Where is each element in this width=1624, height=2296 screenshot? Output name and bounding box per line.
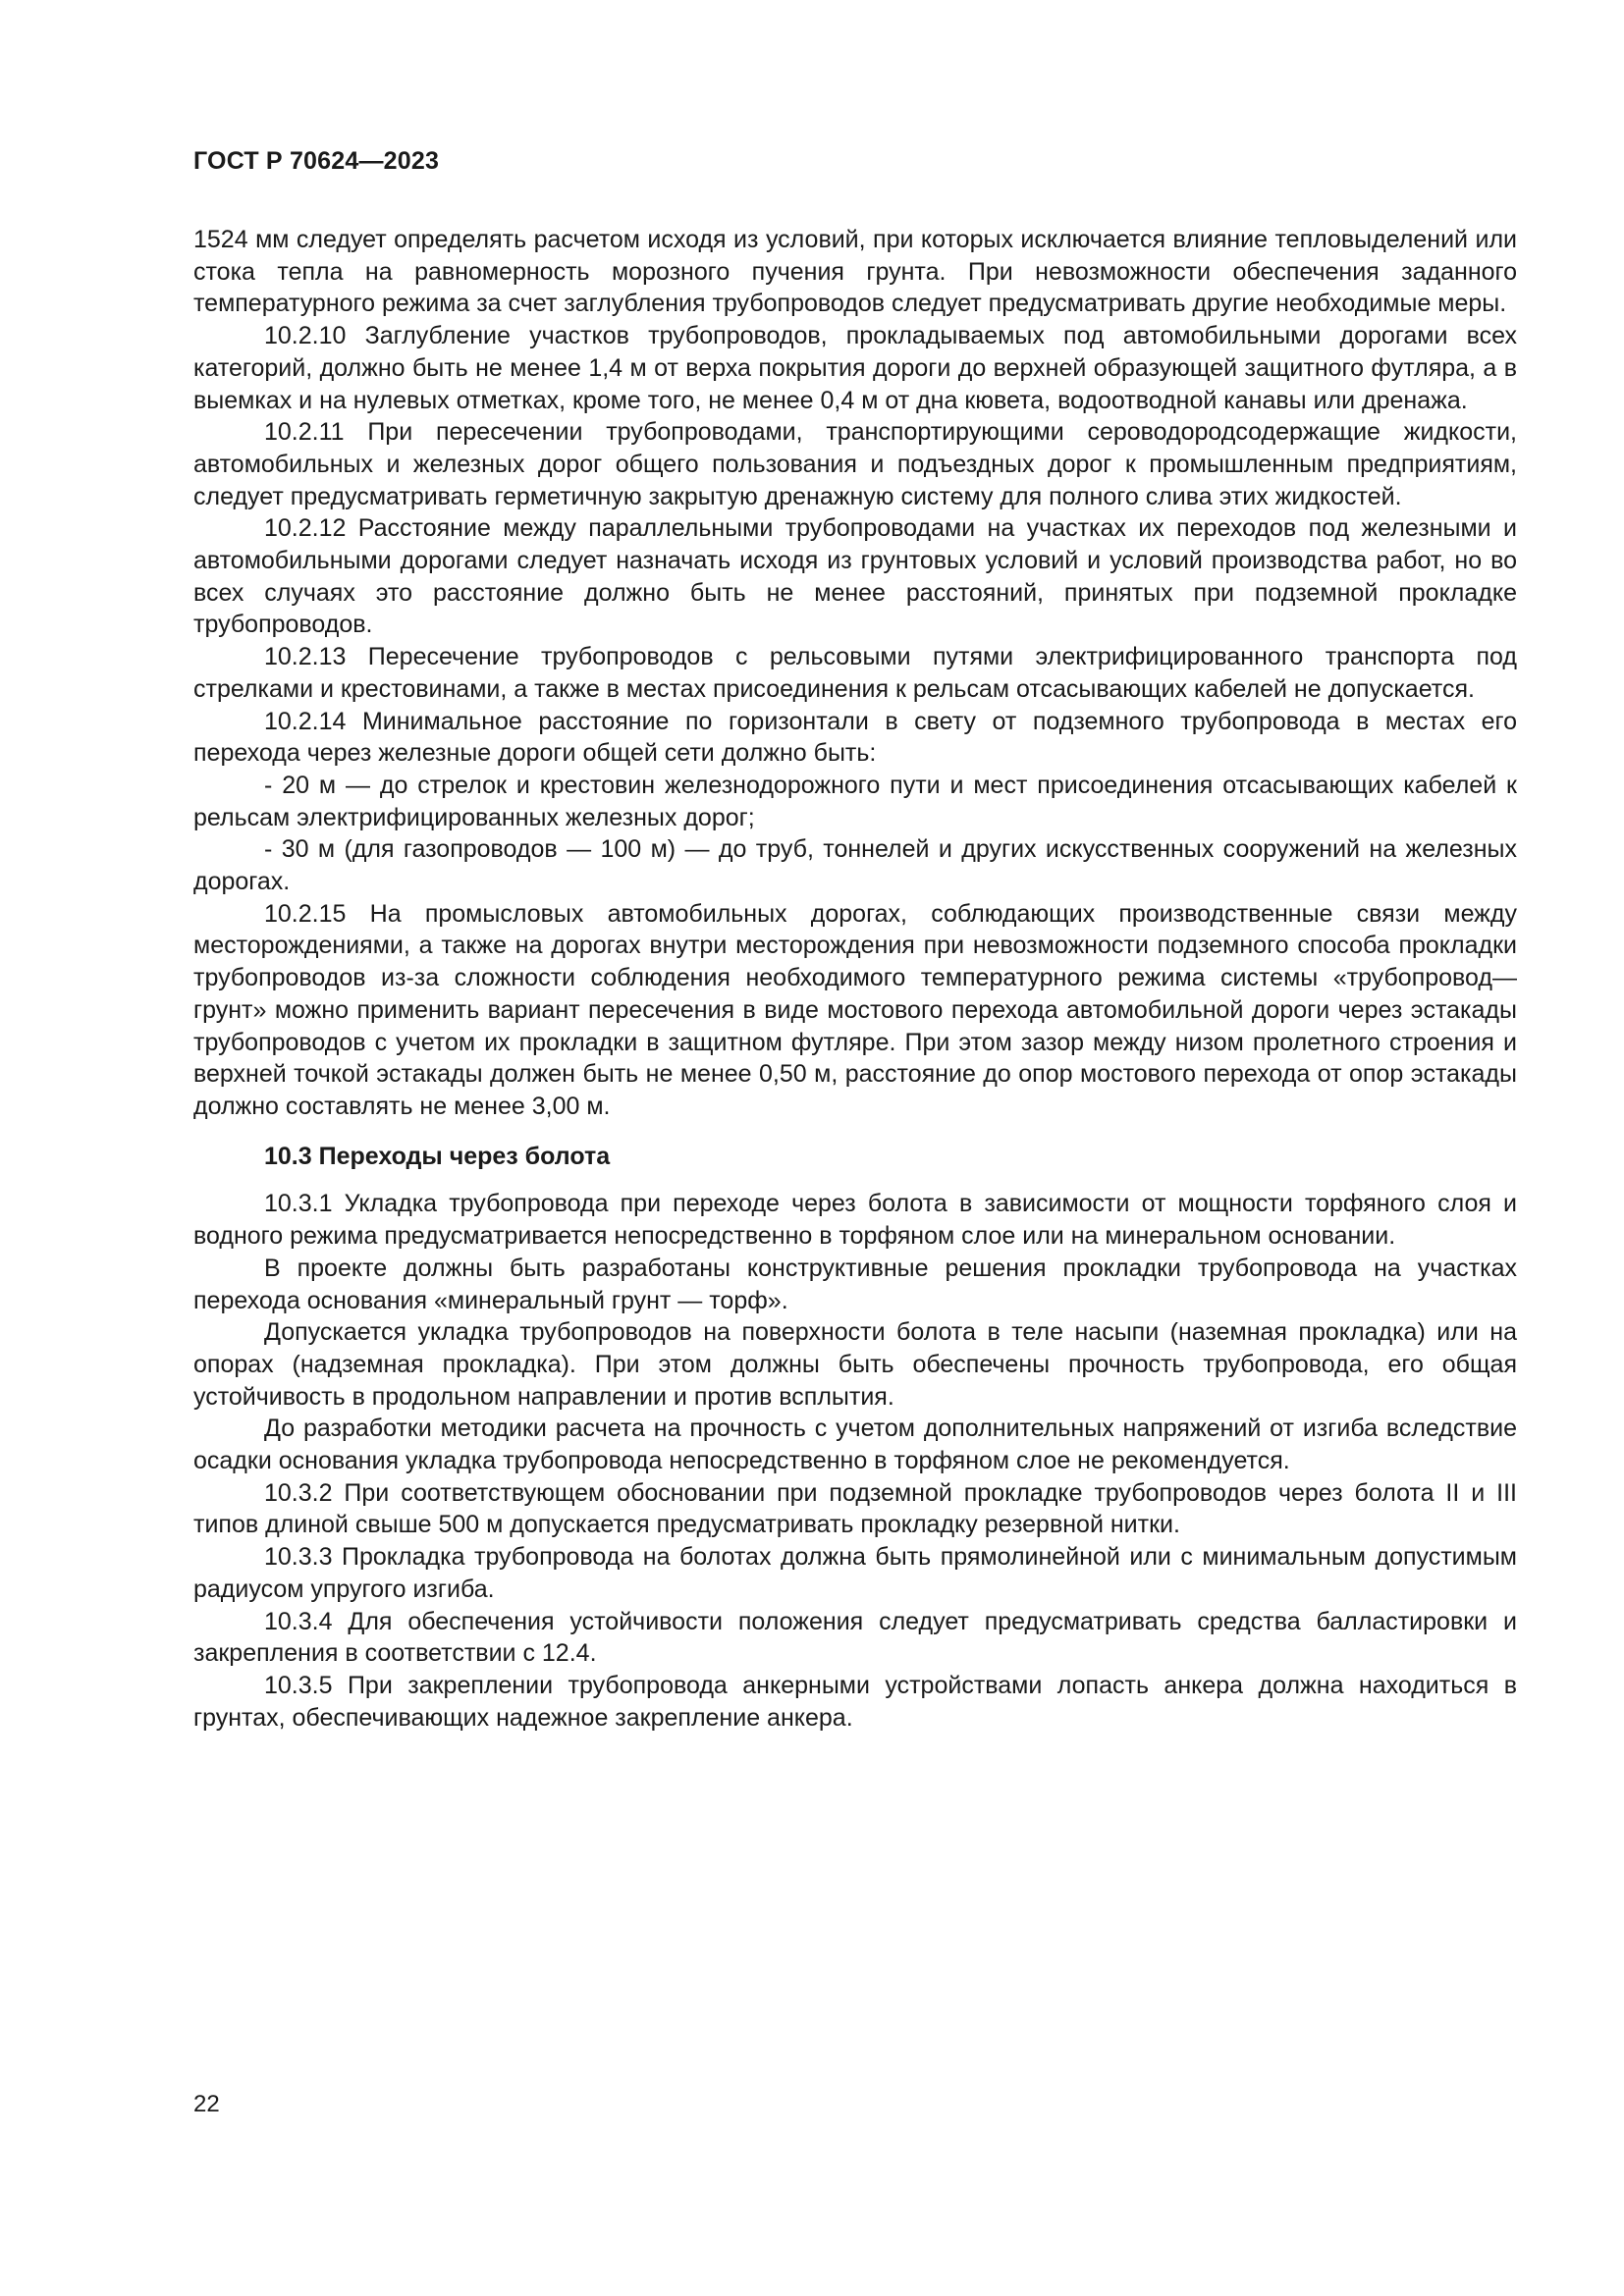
paragraph-10-2-10: 10.2.10 Заглубление участков трубопроводов, прокладываемых под автомобильными дорогами всех категорий, должно быть не менее 1,4 м от верха покрытия дороги до верхней образующей защитного футляра, а в выемках и на нулевых отметках, кроме того, не менее 0,4 м от дна кювета, водоотводной канавы или дренажа. — [193, 322, 1517, 414]
paragraph-calculation-method: До разработки методики расчета на прочность с учетом дополнительных напряжений от изгиба вследствие осадки основания укладка трубопровода непосредственно в торфяном слое не рекомендуется. — [193, 1415, 1517, 1475]
list-item-20m: - 20 м — до стрелок и крестовин железнодорожного пути и мест присоединения отсасывающих кабелей к рельсам электрифицированных железных дорог; — [193, 771, 1517, 831]
paragraph-10-2-15: 10.2.15 На промысловых автомобильных дорогах, соблюдающих производственные связи между месторождениями, а также на дорогах внутри месторождения при невозможности подземного способа прокладки трубопроводов из-за сложности соблюдения необходимого температурного режима системы «трубопровод—грунт» можно применить вариант пересечения в виде мостового перехода автомобильной дороги через эстакады трубопроводов с учетом их прокладки в защитном футляре. При этом зазор между низом пролетного строения и верхней точкой эстакады должен быть не менее 0,50 м, расстояние до опор мостового перехода от опор эстакады должно составлять не менее 3,00 м. — [193, 899, 1517, 1120]
paragraph-10-3-4: 10.3.4 Для обеспечения устойчивости положения следует предусматривать средства балластировки и закрепления в соответствии с 12.4. — [193, 1607, 1517, 1668]
paragraph-10-2-13: 10.2.13 Пересечение трубопроводов с рельсовыми путями электрифицированного транспорта под стрелками и крестовинами, а также в местах присоединения к рельсам отсасывающих кабелей не допускается. — [193, 643, 1517, 703]
paragraph-10-2-14: 10.2.14 Минимальное расстояние по горизонтали в свету от подземного трубопровода в местах его перехода через железные дороги общей сети должно быть: — [193, 707, 1517, 768]
paragraph-surface-laying: Допускается укладка трубопроводов на поверхности болота в теле насыпи (наземная прокладка) или на опорах (надземная прокладка). При этом должны быть обеспечены прочность трубопровода, его общая устойчивость в продольном направлении и против всплытия. — [193, 1318, 1517, 1411]
page-number: 22 — [193, 2091, 220, 2117]
document-header: ГОСТ Р 70624—2023 — [193, 147, 440, 175]
paragraph-10-3-1: 10.3.1 Укладка трубопровода при переходе через болота в зависимости от мощности торфяного слоя и водного режима предусматривается непосредственно в торфяном слое или на минеральном основании. — [193, 1190, 1517, 1251]
paragraph-10-3-2: 10.3.2 При соответствующем обосновании при подземной прокладке трубопроводов через болота II и III типов длиной свыше 500 м допускается предусматривать прокладку резервной нитки. — [193, 1478, 1517, 1539]
paragraph-continuation: 1524 мм следует определять расчетом исходя из условий, при которых исключается влияние тепловыделений или стока тепла на равномерность морозного пучения грунта. При невозможности обеспечения заданного температурного режима за счет заглубления трубопроводов следует предусматривать другие необходимые меры. — [193, 226, 1517, 318]
paragraph-10-2-11: 10.2.11 При пересечении трубопроводами, транспортирующими сероводородсодержащие жидкости, автомобильных и железных дорог общего пользования и подъездных дорог к промышленным предприятиям, следует предусматривать герметичную закрытую дренажную систему для полного слива этих жидкостей. — [193, 418, 1517, 510]
paragraph-10-2-12: 10.2.12 Расстояние между параллельными трубопроводами на участках их переходов под железными и автомобильными дорогами следует назначать исходя из грунтовых условий и условий производства работ, но во всех случаях это расстояние должно быть не менее расстояний, принятых при подземной прокладке трубопроводов. — [193, 514, 1517, 639]
paragraph-10-3-5: 10.3.5 При закреплении трубопровода анкерными устройствами лопасть анкера должна находиться в грунтах, обеспечивающих надежное закрепление анкера. — [193, 1671, 1517, 1732]
document-body — [193, 224, 1517, 1734]
paragraph-10-3-3: 10.3.3 Прокладка трубопровода на болотах должна быть прямолинейной или с минимальным допустимым радиусом упругого изгиба. — [193, 1543, 1517, 1603]
section-heading-10-3: 10.3 Переходы через болота — [264, 1142, 611, 1170]
paragraph-project-solutions: В проекте должны быть разработаны конструктивные решения прокладки трубопровода на участках перехода основания «минеральный грунт — торф». — [193, 1254, 1517, 1314]
list-item-30m: - 30 м (для газопроводов — 100 м) — до труб, тоннелей и других искусственных сооружений на железных дорогах. — [193, 835, 1517, 896]
